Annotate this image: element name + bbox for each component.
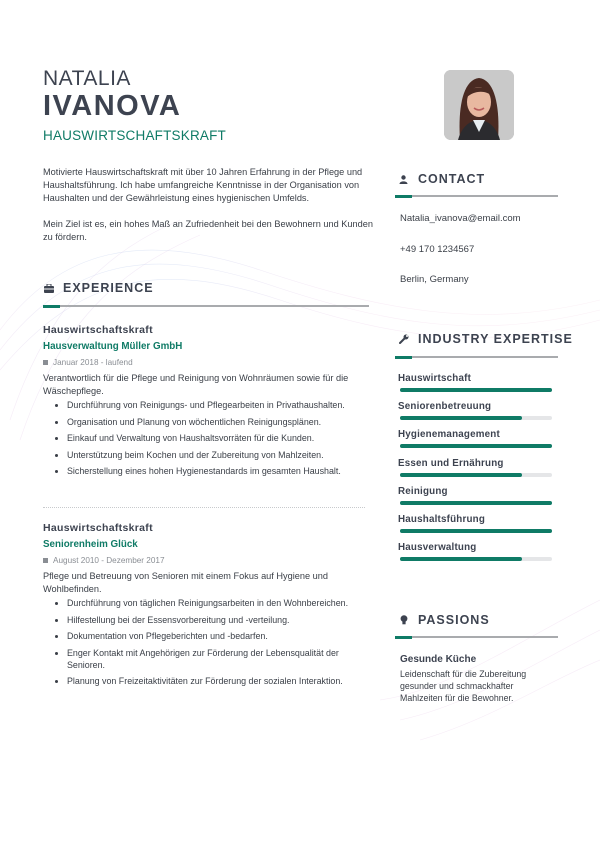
skill-name: Essen und Ernährung [398,457,504,469]
contact-email[interactable]: Natalia_ivanova@email.com [400,213,521,224]
skill-bar-fill [400,473,522,477]
skill-bar-fill [400,416,522,420]
skill-name: Reinigung [398,485,448,497]
skill-bar-fill [400,529,552,533]
contact-rule [395,195,558,197]
skill-bar-fill [400,444,552,448]
passion-title: Gesunde Küche [400,654,477,665]
person-icon [398,174,409,185]
job-description: Verantwortlich für die Pflege und Reinigung von Wohnräumen sowie für die Wäschepflege. [43,373,349,396]
expertise-rule [395,356,558,358]
skill-item [398,542,553,561]
job-entry [43,522,373,692]
lightbulb-icon [398,615,409,626]
experience-heading [43,281,154,295]
job-date-text: Januar 2018 - laufend [53,358,133,367]
experience-title: EXPERIENCE [63,281,154,295]
skill-bar-track [400,529,552,533]
job-bullet: Sicherstellung eines hohen Hygienestandards im gesamten Haushalt. [55,465,373,477]
job-divider [43,507,365,508]
job-bullet: Unterstützung beim Kochen und der Zubereitung von Mahlzeiten. [55,449,373,461]
summary-paragraph: Motivierte Hauswirtschaftskraft mit über 10 Jahren Erfahrung in der Pflege und Haushaltsführung. Ich habe umfangreiche Kenntnisse in der Organisation von Haushalten und der Gewährleistung eines hygienischen Umfelds. [43,167,363,203]
skill-bar-track [400,557,552,561]
skill-bar-track [400,388,552,392]
job-bullets [43,399,373,477]
skill-item [398,514,553,533]
skill-item [398,429,553,448]
rule-accent [43,305,60,308]
job-company: Seniorenheim Glück [43,539,138,550]
job-title: HAUSWIRTSCHAFTSKRAFT [43,128,227,143]
skill-bar-fill [400,388,552,392]
rule-accent [395,356,412,359]
expertise-heading [398,332,573,346]
profile-photo [444,70,514,140]
expertise-title: INDUSTRY EXPERTISE [418,332,573,346]
skill-name: Seniorenbetreuung [398,401,492,413]
last-name: IVANOVA [43,90,182,122]
job-bullets [43,597,373,687]
job-bullet: Einkauf und Verwaltung von Haushaltsvorräten für die Kunden. [55,432,373,444]
job-date [43,358,373,367]
summary [43,166,373,244]
skill-item [398,373,553,392]
rule-accent [395,636,412,639]
skill-item [398,401,553,420]
job-description: Pflege und Betreuung von Senioren mit einem Fokus auf Hygiene und Wohlbefinden. [43,571,328,594]
job-bullet: Durchführung von täglichen Reinigungsarbeiten in den Wohnbereichen. [55,597,373,609]
skill-item [398,486,553,505]
calendar-icon [43,558,48,563]
job-role: Hauswirtschaftskraft [43,522,153,534]
portrait-icon [444,70,514,140]
skill-bar-track [400,473,552,477]
skill-name: Hygienemanagement [398,429,500,441]
experience-rule [43,305,369,307]
passion-description: Leidenschaft für die Zubereitung gesunder und schmackhafter Mahlzeiten für die Bewohner. [400,669,527,703]
job-bullet: Dokumentation von Pflegeberichten und -bedarfen. [55,630,373,642]
passions-heading [398,613,490,627]
skill-bar-track [400,501,552,505]
job-bullet: Enger Kontakt mit Angehörigen zur Förderung der Lebensqualität der Senioren. [55,647,373,671]
skill-bar-track [400,416,552,420]
contact-heading [398,172,485,186]
job-company: Hausverwaltung Müller GmbH [43,341,183,352]
job-bullet: Planung von Freizeitaktivitäten zur Förderung der sozialen Interaktion. [55,675,373,687]
skill-bar-fill [400,501,552,505]
skill-name: Haushaltsführung [398,514,486,525]
job-date-text: August 2010 - Dezember 2017 [53,556,165,565]
contact-location: Berlin, Germany [400,274,469,285]
contact-title: CONTACT [418,172,486,186]
job-role: Hauswirtschaftskraft [43,324,153,336]
wrench-icon [398,334,409,345]
job-date [43,556,373,565]
contact-phone[interactable]: +49 170 1234567 [400,244,475,255]
calendar-icon [43,360,48,365]
skill-name: Hauswirtschaft [398,373,472,384]
briefcase-icon [43,283,54,294]
passions-title: PASSIONS [418,613,490,627]
job-bullet: Hilfestellung bei der Essensvorbereitung und -verteilung. [55,614,373,626]
rule-accent [395,195,412,198]
skill-item [398,458,553,477]
passion-item [400,654,550,704]
skill-bar-track [400,444,552,448]
job-bullet: Organisation und Planung von wöchentlichen Reinigungsplänen. [55,416,373,428]
first-name: NATALIA [43,67,131,90]
skill-bar-fill [400,557,522,561]
job-entry [43,324,373,482]
passions-rule [395,636,558,638]
summary-paragraph: Mein Ziel ist es, ein hohes Maß an Zufriedenheit bei den Bewohnern und Kunden zu fördern. [43,219,373,242]
job-bullet: Durchführung von Reinigungs- und Pflegearbeiten in Privathaushalten. [55,399,373,411]
skill-name: Hausverwaltung [398,542,477,554]
